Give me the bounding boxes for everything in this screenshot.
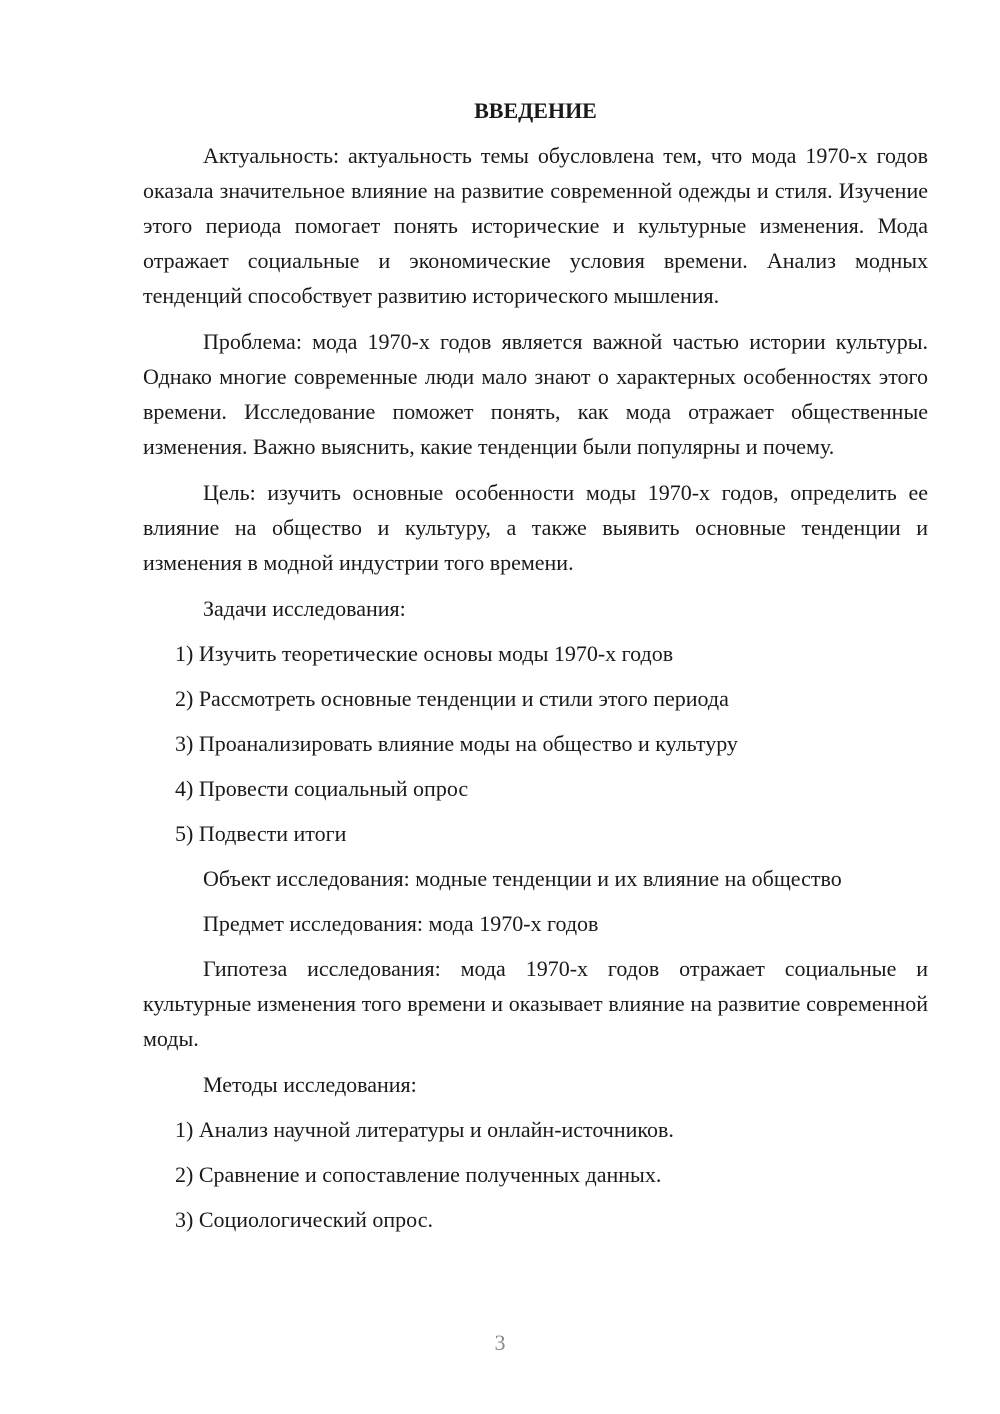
goal-paragraph: Цель: изучить основные особенности моды 1970-х годов, определить ее влияние на общество и культуру, а также выявить основные тенденции и изменения в модной индустрии того времени. — [143, 480, 928, 575]
research-subject: Предмет исследования: мода 1970-х годов — [203, 911, 599, 936]
method-item: 2) Сравнение и сопоставление полученных данных. — [175, 1162, 662, 1187]
research-object: Объект исследования: модные тенденции и их влияние на общество — [203, 866, 842, 891]
task-item: 4) Провести социальный опрос — [175, 776, 469, 801]
problem-paragraph: Проблема: мода 1970-х годов является важной частью истории культуры. Однако многие современные люди мало знают о характерных особенностях этого времени. Исследование поможет понять, как мода отражает общественные изменения. Важно выяснить, какие тенденции были популярны и почему. — [143, 329, 928, 459]
task-item: 3) Проанализировать влияние моды на общество и культуру — [175, 731, 738, 756]
hypothesis-paragraph: Гипотеза исследования: мода 1970-х годов отражает социальные и культурные изменения того времени и оказывает влияние на развитие современной моды. — [143, 956, 928, 1051]
method-item: 1) Анализ научной литературы и онлайн-источников. — [175, 1117, 674, 1142]
task-item: 5) Подвести итоги — [175, 821, 347, 846]
tasks-heading: Задачи исследования: — [203, 596, 406, 621]
task-item: 2) Рассмотреть основные тенденции и стили этого периода — [175, 686, 729, 711]
page-number: 3 — [494, 1330, 506, 1355]
methods-heading: Методы исследования: — [203, 1072, 417, 1097]
page-title: ВВЕДЕНИЕ — [474, 98, 597, 123]
relevance-paragraph: Актуальность: актуальность темы обусловлена тем, что мода 1970-х годов оказала значительное влияние на развитие современной одежды и стиля. Изучение этого периода помогает понять исторические и культурные изменения. Мода отражает социальные и экономические условия времени. Анализ модных тенденций способствует развитию исторического мышления. — [143, 143, 928, 308]
document-page — [143, 96, 928, 1247]
method-item: 3) Социологический опрос. — [175, 1207, 433, 1232]
task-item: 1) Изучить теоретические основы моды 1970-х годов — [175, 641, 674, 666]
